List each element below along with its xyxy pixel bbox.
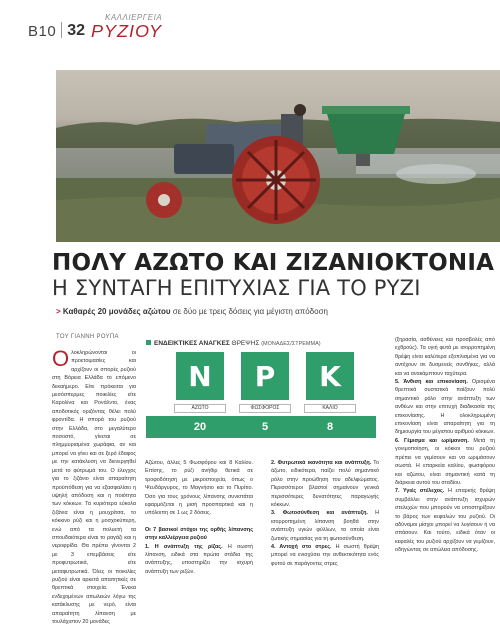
subtitle [56,307,328,316]
col3-point-3 [271,509,379,543]
point-6-text: Μετά τη γονιμοποίηση, οι κόκκοι του ρυζιού πρέπει να γεμίσουν και να ωριμάσουν σωστά. Η επαρκεία καλίου, φωσφόρου και αζώτου, είναι σημαντική κατά τη διάρκεια αυτού του σταδίου. [395,437,496,486]
col4-point-7 [395,487,495,554]
nitrogen-value: 20 [193,421,207,433]
point-7-text: Η επαρκής θρέψη συμβάλλει στην ανάπτυξη ισχυρών στελεχών που μπορούν να υποστηρίξουν το βάρος των κεφαλών του ρυζιού. Οι αδύναμοι μίσχοι μπορεί να λυγίσουν ή να σπάσουν. Και τούτο, ειδικά όταν οι κεφαλές του ρυζιού αρχίζουν να γεμίζουν, οδηγώντας σε απώλεια απόδοσης. [395,488,495,554]
nitrogen-label: ΑΖΩΤΟ [174,404,226,413]
col2-paragraph: Αζώτου, άλλες 5 Φωσφόρου και 8 Καλίου. Επίσης, το ρύζι ανήθιρ θετικά σε τροφοδότηση με μικροστοιχεία, όπως ο Ψευδάργυρος, το Μαγνήσιο και το Πυρίτιο. Όσο για τους χρόνους λίπανσης συνιστάται εφαρμόζεται η μισή προσπαρτικά και η υπόλοιπη σε 1 ως 2 δόσεις. [145,460,253,517]
masthead-top: ΚΑΛΛΙΕΡΓΕΙΑ [105,13,163,22]
point-3-text: Η ισορροπημένη λίπανση βοηθά στην ανάπτυξη υγιών φύλλων, τα οποία είναι ζωτικής σημασίας για τη φωτοσύνθεση. [271,510,379,542]
subtitle-arrow: > [56,307,61,316]
article-column-1 [52,346,136,626]
masthead-main: ΡΥΖΙΟΥ [91,21,163,41]
article-column-2 [145,459,253,576]
potassium-letter: K [319,360,341,393]
page-number: 32 [67,22,85,39]
col4-intro: (ξηρασία, ασθένειες και προσβολές από εχθρούς). Τα υγιή φυτά με ισορροπημένη θρέψη είναι καλύτερα εξοπλισμένα για να αντέχουν σε δυσμενείς συνθήκες, αλλά και να ανακάμπτουν ταχύτερα. [395,337,495,377]
point-3-heading: 3. Φωτοσύνθεση και ανάπτυξη. [271,510,368,517]
col3-point-4 [271,543,379,568]
phosphorus-value: 5 [261,421,269,433]
drop-cap: Ο [52,346,70,371]
header-divider [61,22,62,38]
point-4-text: Η σωστή θρέψη μπορεί να ενισχύσει την ανθεκτικότητα ενός φυτού σε παράγοντες στρες [271,544,379,567]
infobox-title [146,340,321,347]
potassium-label: ΚΑΛΙΟ [304,404,356,413]
author-byline: ΤΟΥ ΓΙΑΝΝΗ ΡΟΥΠΑ [56,334,119,340]
tractor-illustration [56,70,500,242]
point-2-heading: 2. Φυτρωτικά ικανότητα και ανάπτυξη. [271,460,372,466]
nitrogen-tile [176,352,224,400]
point-5-text: Ορισμένα θρεπτικά συστατικά παίζουν πολύ σημαντικό ρόλο στην ανάπτυξη των ανθέων και στην επιτυχή διαδικασία της επικονίασης. Η ολοκληρωμένη επικονίαση είναι απαραίτητη για τη δημιουργία του μέγιστου αριθμού κόκκων. [395,379,495,436]
col1-paragraph [52,346,136,626]
potassium-tile [306,352,354,400]
point-4-heading: 4. Αντοχή στο στρες. [271,544,332,551]
phosphorus-tile [241,352,289,400]
point-1-heading: 1. Η ανάπτυξη της ρίζας. [145,543,223,550]
point-6-heading: 6. Γέμισμα και ωρίμανση. [395,437,469,444]
infobox-title-units: (ΜΟΝΑΔΕΣ/ΣΤΡΕΜΜΑ) [261,341,321,347]
subtitle-rest: σε δύο με τρεις δόσεις για μέγιστη απόδοση [170,307,328,316]
title-square-icon [146,340,151,345]
infobox-title-rest: ΘΡΕΨΗΣ [229,340,262,347]
article-column-4 [395,336,495,555]
article-column-3 [271,459,379,568]
col2-point-1 [145,543,253,577]
col2-subhead: Οι 7 βασικοί στόχοι της ορθής λίπανσης στην καλλιέργεια ρυζιού [145,526,253,542]
phosphorus-letter: P [254,360,276,393]
point-2-text: Το άζωτο, ειδικότερα, παίζει πολύ σημαντικό ρόλο στην προώθηση του αδελφώματος. Περισσότεροι βλαστοί σημαίνουν γενικά περισσότερες δυνατότητες παραγωγής κόκκων. [271,460,379,509]
nitrogen-letter: N [188,360,212,393]
phosphorus-label: ΦΩΣΦΟΡΟΣ [239,404,291,413]
col3-point-2 [271,459,379,509]
headline-line-1: ΠΟΛΥ ΑΖΩΤΟ ΚΑΙ ΖΙΖΑΝΙΟΚΤΟΝΙΑ [52,250,495,276]
point-5-heading: 5. Άνθιση και επικονίαση. [395,379,468,386]
nutrient-needs-infobox [146,338,376,448]
potassium-value: 8 [326,421,334,433]
page-code: B10 [28,23,57,40]
headline-line-2: Η ΣΥΝΤΑΓΗ ΕΠΙΤΥΧΙΑΣ ΓΙΑ ΤΟ ΡΥΖΙ [52,276,421,300]
tractor-photo [56,70,500,242]
infobox-title-bold: ΕΝΔΕΙΚΤΙΚΕΣ ΑΝΑΓΚΕΣ [154,340,230,347]
col1-text: λοκληρώνονται οι προετοιμασίες και αρχίζουν οι σπορές ρυζιού στη Βόρεια Ελλάδα το επόμενο δεκαήμερο. Είτε πρόκειται για μεσόσπερμες ποικιλίες είτε Καρολίνα και Ρονάλντο, ένας αποδοτικός οριζόντας θέλει πολύ φροντίδα. Η σπορά του ρυζιού στην Ελλάδα, στο μεγαλύτερο ποσοστό, γίνεται σε πλημμυρισμένα χωράφια, αν και μπορεί να γίνει και σε ξερό έδαφος με την κατάκλυση να διενεργηθεί μετά το φύτρωμά του. Ο έλεγχος για το ζιζάνιο είναι απαραίτητη προϋπόθεση για να εξασφαλίσει η υψηλή απόδοση και η ποιότητα των κόκκων. Τα κυριότερα εύκολα ζιζάνια είναι η μουχρίτσα, το κόκκινο ρύζι και η μοσχοκύπερη, ενώ από τα πολυετή τα σπουδαιότερα είναι το ραγάζι και η νεροφρίδα. Θα πρέπει γίνονται 2 με 3 επεμβάσεις είτε προφυτρωτικά, είτε μεταφυτρωτικά. Όλες οι ποικιλίες ρυζιού είναι αρκετά απαιτητικές σε θρεπτικά στοιχεία. Ένεκα ενδεχομένων απωλειών λόγω της κατάκλυσης με νερό, είναι απαραίτητη λίπανση με τουλάχιστον 20 μονάδες [52,350,136,625]
page-header [28,14,162,40]
point-1-text: Η σωστή λίπανση, ειδικά στα πρώτα στάδια της ανάπτυξης, υποστηρίζει την ισχυρή ανάπτυξη των ριζών. [145,543,253,575]
section-masthead [91,14,162,40]
col4-point-6 [395,437,495,487]
point-7-heading: 7. Υγιές στέλεχος. [395,488,445,495]
col4-point-5 [395,378,495,437]
subtitle-bold: Καθαρές 20 μονάδες αζώτου [62,307,171,316]
